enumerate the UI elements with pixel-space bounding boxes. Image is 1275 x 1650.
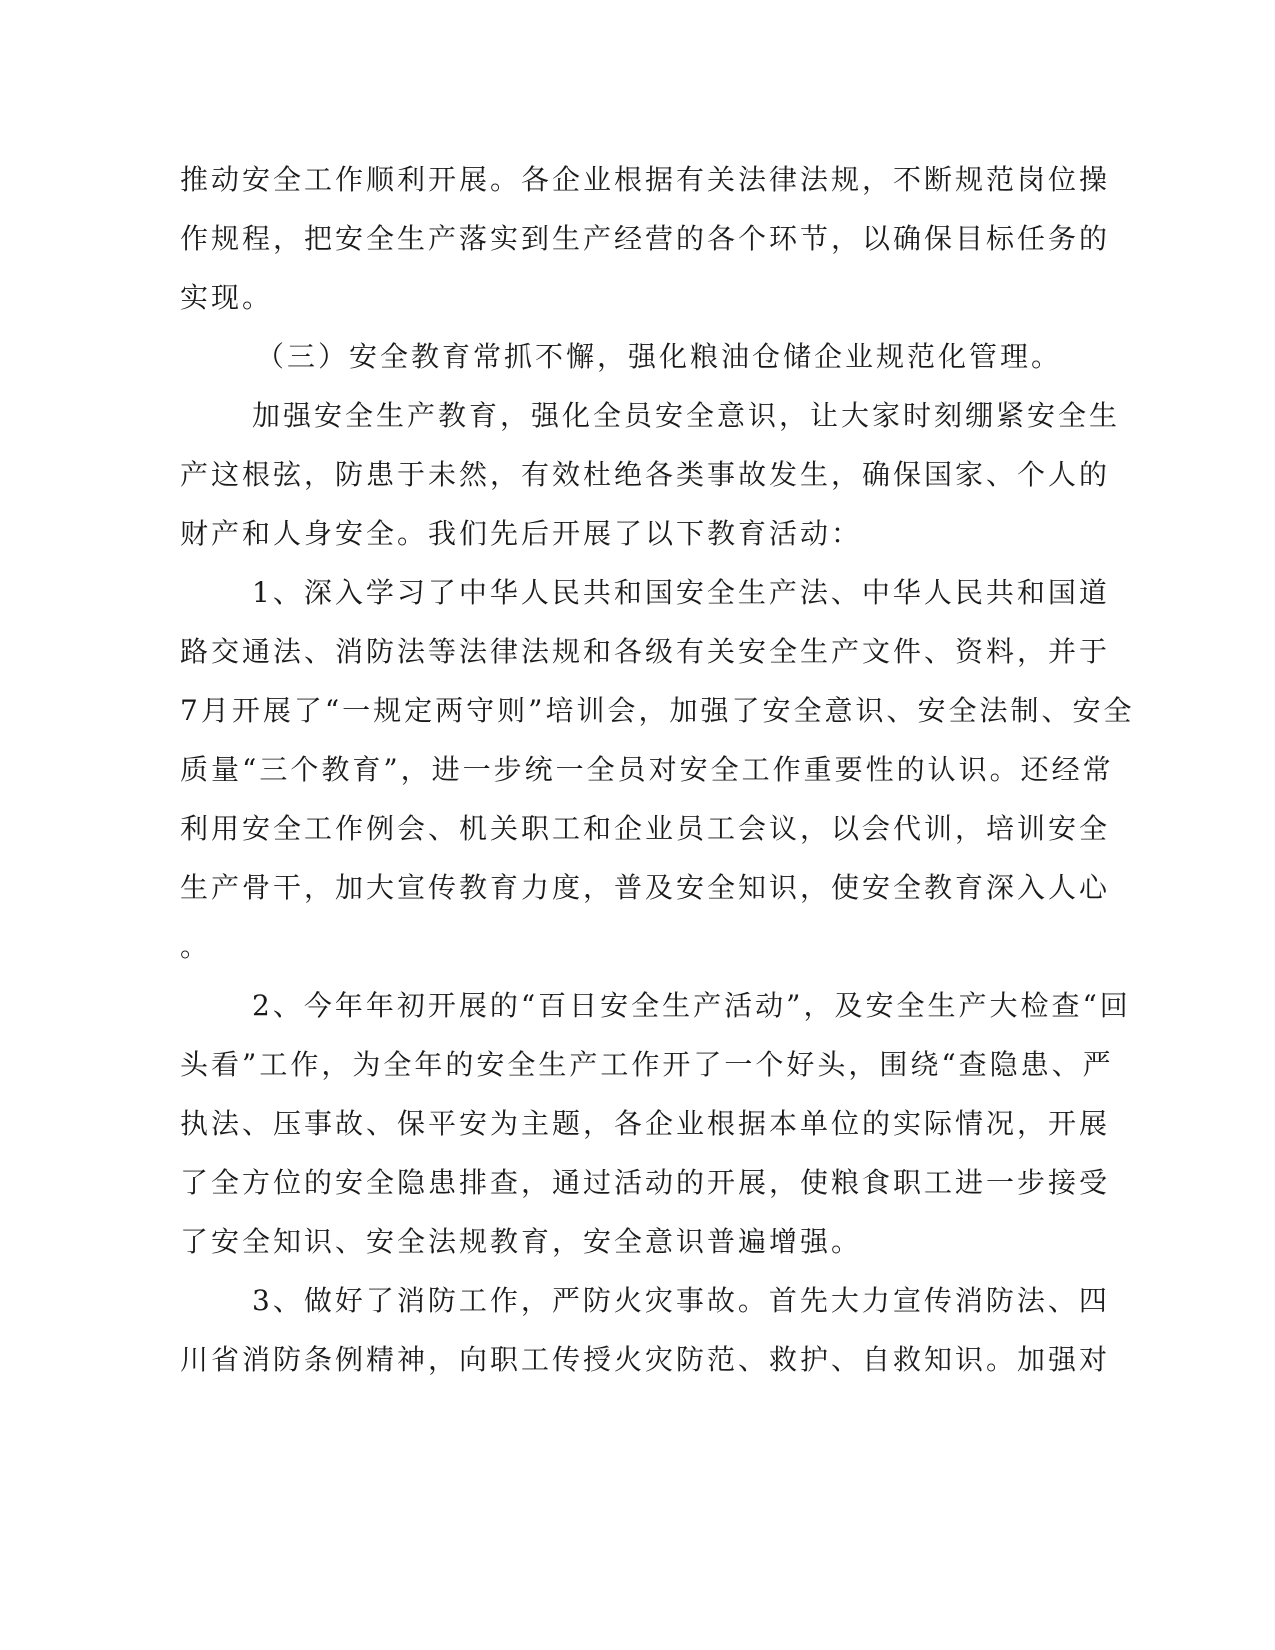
text-line-9: 路交通法、消防法等法律法规和各级有关安全生产文件、资料，并于 [180,635,1111,668]
text-line-12: 利用安全工作例会、机关职工和企业员工会议，以会代训，培训安全 [180,812,1111,845]
text-line-6: 产这根弦，防患于未然，有效杜绝各类事故发生，确保国家、个人的 [180,458,1111,491]
text-line-16: 头看”工作，为全年的安全生产工作开了一个好头，围绕“查隐患、严 [180,1048,1114,1081]
section-heading: （三）安全教育常抓不懈，强化粮油仓储企业规范化管理。 [256,340,1063,373]
text-line-21: 川省消防条例精神，向职工传授火灾防范、救护、自救知识。加强对 [180,1343,1111,1376]
text-line-15: 2、今年年初开展的“百日安全生产活动”，及安全生产大检查“回 [252,989,1131,1022]
text-line-19: 了安全知识、安全法规教育，安全意识普遍增强。 [180,1225,863,1258]
text-line-18: 了全方位的安全隐患排查，通过活动的开展，使粮食职工进一步接受 [180,1166,1111,1199]
text-line-20: 3、做好了消防工作，严防火灾事故。首先大力宣传消防法、四 [252,1284,1110,1317]
text-line-10: 7月开展了“一规定两守则”培训会，加强了安全意识、安全法制、安全 [180,694,1135,727]
text-line-8: 1、深入学习了中华人民共和国安全生产法、中华人民共和国道 [252,576,1110,609]
text-line-3: 实现。 [180,281,274,314]
text-line-1: 推动安全工作顺利开展。各企业根据有关法律法规，不断规范岗位操 [180,163,1111,196]
text-line-14: 。 [180,930,212,963]
text-line-17: 执法、压事故、保平安为主题，各企业根据本单位的实际情况，开展 [180,1107,1111,1140]
text-line-7: 财产和人身安全。我们先后开展了以下教育活动： [180,517,863,550]
text-line-5: 加强安全生产教育，强化全员安全意识，让大家时刻绷紧安全生 [252,399,1121,432]
text-line-13: 生产骨干，加大宣传教育力度，普及安全知识，使安全教育深入人心 [180,871,1111,904]
text-line-2: 作规程，把安全生产落实到生产经营的各个环节，以确保目标任务的 [180,222,1111,255]
text-line-11: 质量“三个教育”，进一步统一全员对安全工作重要性的认识。还经常 [180,753,1114,786]
